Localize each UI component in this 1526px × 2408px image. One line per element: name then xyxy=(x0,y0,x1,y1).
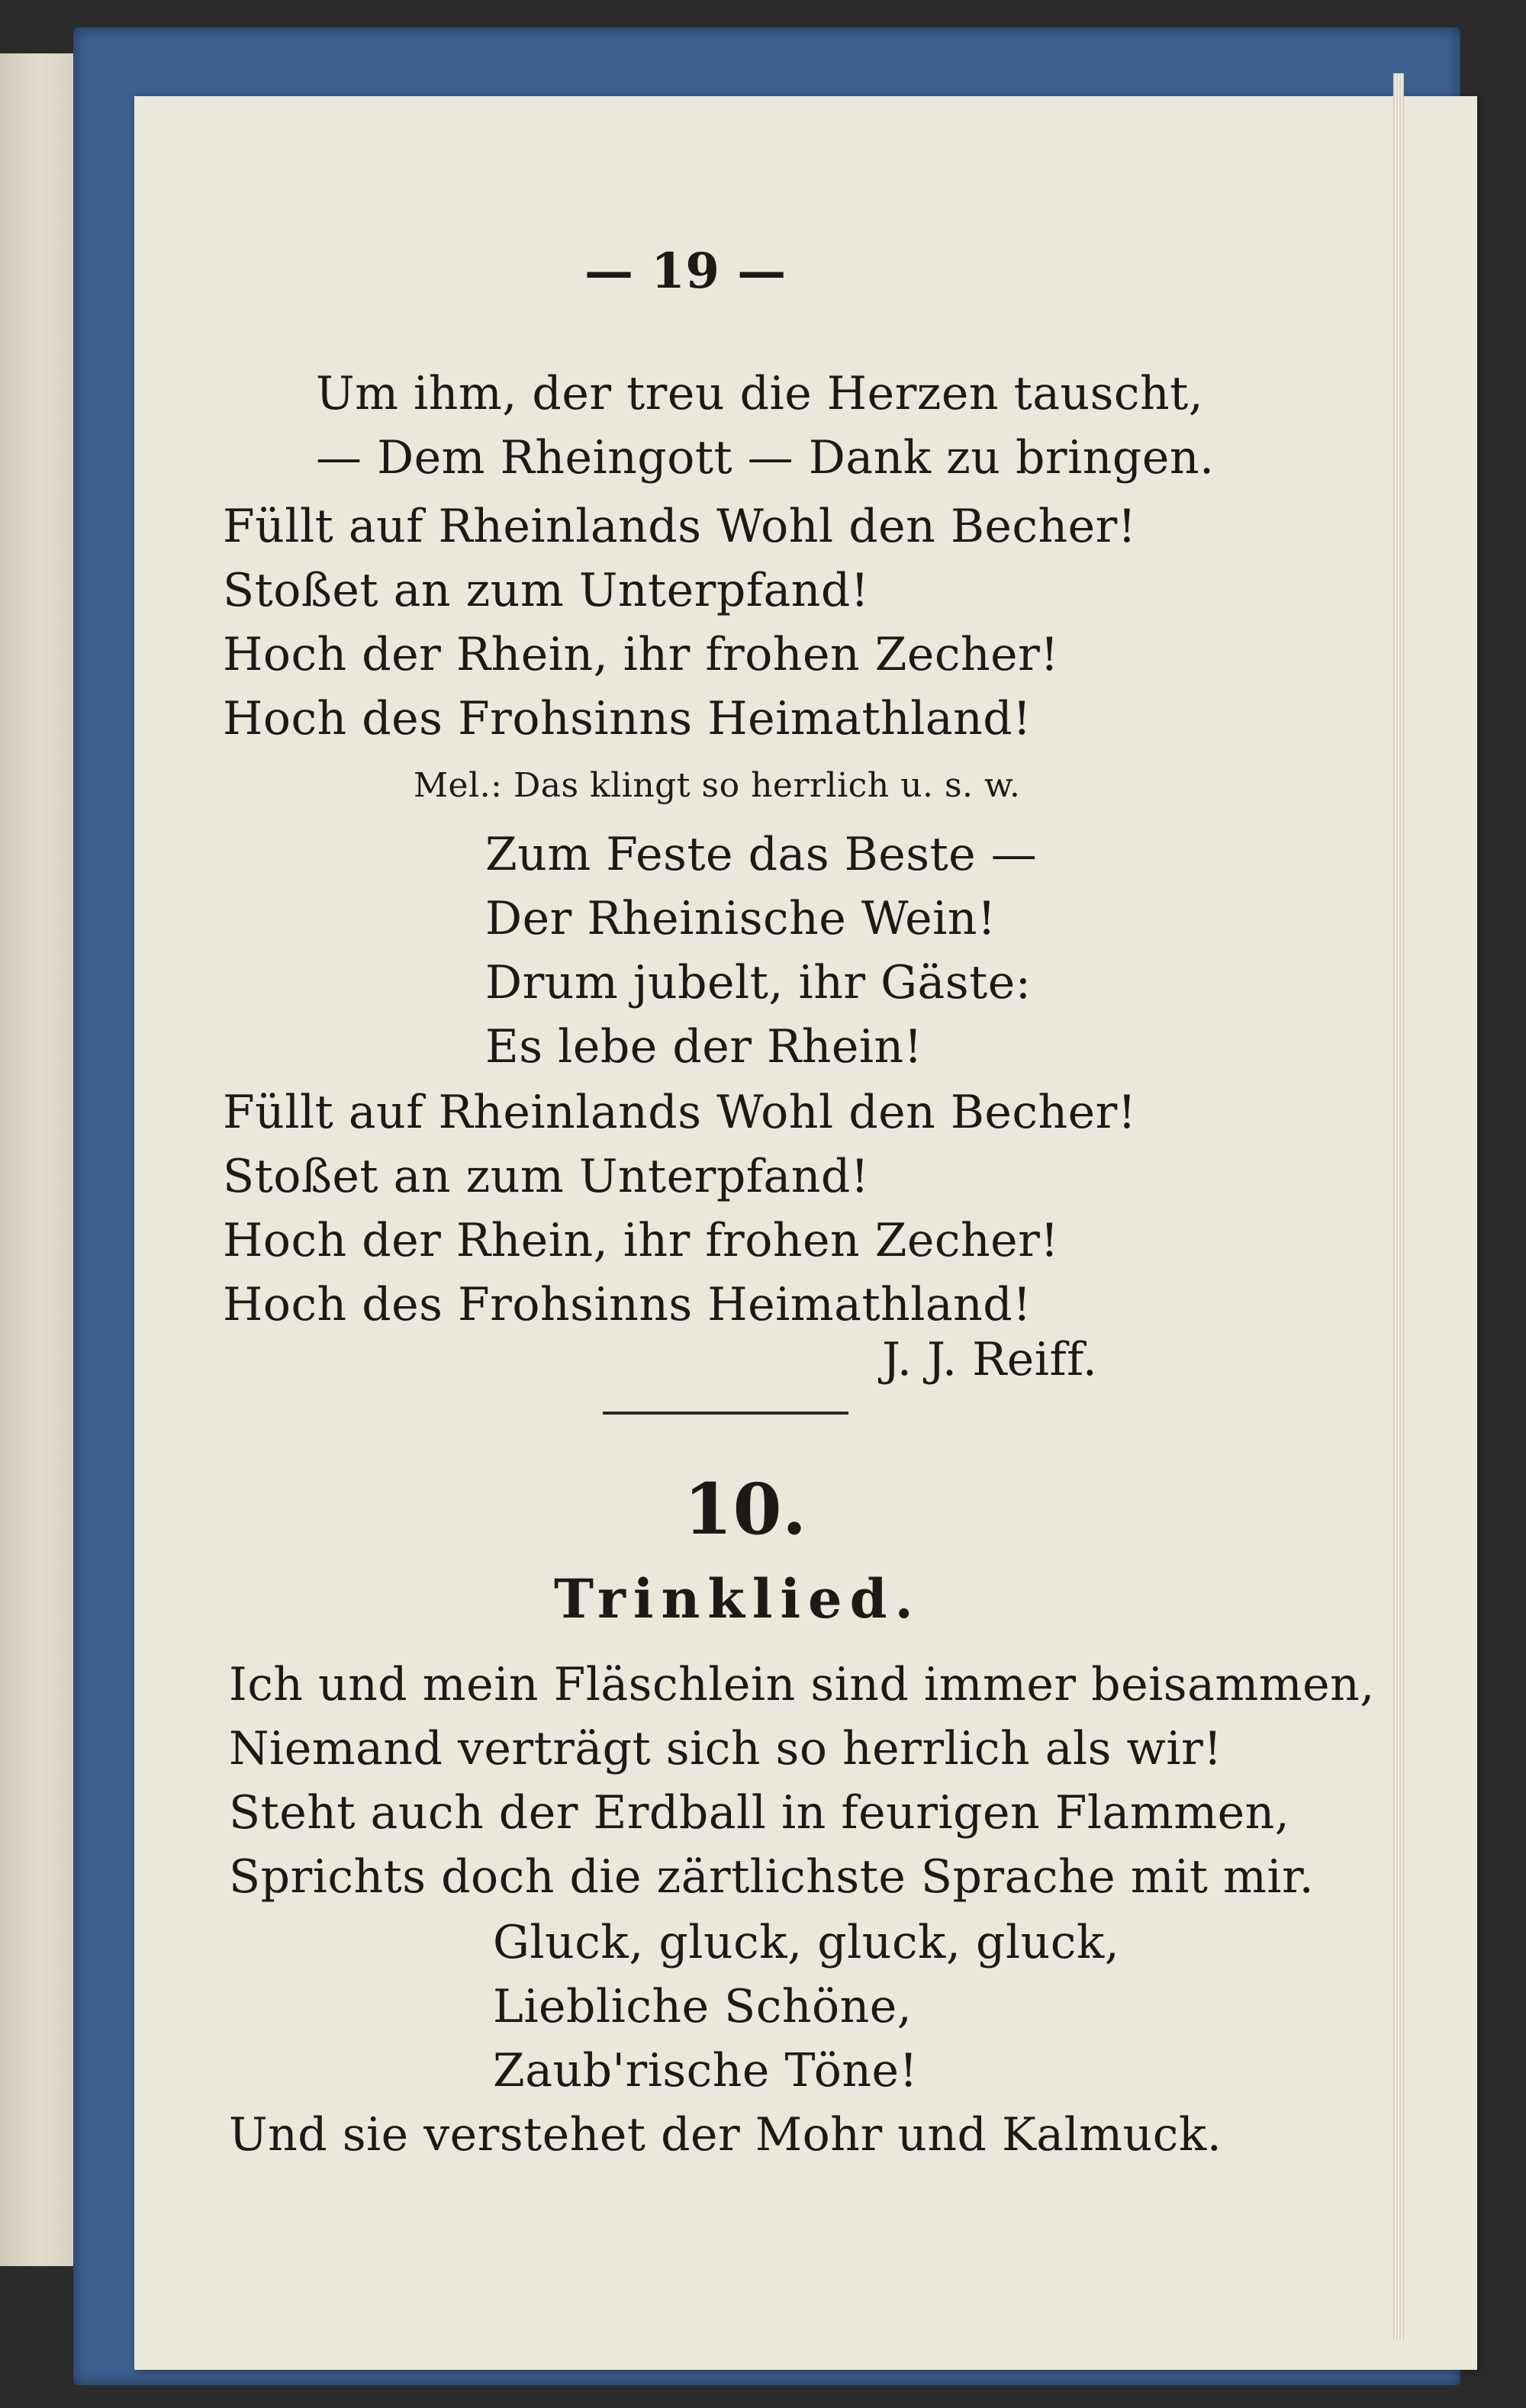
refrain-line: Hoch des Frohsinns Heimathland! xyxy=(223,1278,1032,1331)
song-line: Sprichts doch die zärtlichste Sprache mit mir. xyxy=(229,1850,1315,1904)
song-line: Steht auch der Erdball in feurigen Flammen, xyxy=(229,1786,1290,1840)
verse-line: Der Rheinische Wein! xyxy=(485,892,996,945)
verse-line: — Dem Rheingott — Dank zu bringen. xyxy=(316,431,1215,484)
verse-line: Hoch des Frohsinns Heimathland! xyxy=(223,692,1032,745)
song-line: Gluck, gluck, gluck, gluck, xyxy=(493,1916,1120,1969)
page-edges xyxy=(1393,73,1404,2339)
refrain-line: Füllt auf Rheinlands Wohl den Becher! xyxy=(223,1086,1137,1139)
melody-note: Mel.: Das klingt so herrlich u. s. w. xyxy=(414,766,1021,805)
song-line: Liebliche Schöne, xyxy=(493,1980,913,2033)
song-line: Zaub'rische Töne! xyxy=(493,2044,919,2097)
song-title: Trinklied. xyxy=(554,1567,921,1631)
left-page-edge xyxy=(0,53,73,2266)
song-line: Und sie verstehet der Mohr und Kalmuck. xyxy=(229,2108,1222,2162)
song-line: Ich und mein Fläschlein sind immer beisammen, xyxy=(229,1658,1375,1711)
song-line: Niemand verträgt sich so herrlich als wir! xyxy=(229,1722,1222,1775)
refrain-line: Stoßet an zum Unterpfand! xyxy=(223,1150,870,1203)
verse-line: Stoßet an zum Unterpfand! xyxy=(223,564,870,617)
verse-line: Füllt auf Rheinlands Wohl den Becher! xyxy=(223,500,1137,553)
song-number: 10. xyxy=(684,1468,807,1550)
section-divider xyxy=(603,1412,848,1415)
author-signature: J. J. Reiff. xyxy=(882,1333,1098,1386)
verse-line: Drum jubelt, ihr Gäste: xyxy=(485,956,1032,1009)
refrain-line: Hoch der Rhein, ihr frohen Zecher! xyxy=(223,1214,1059,1267)
verse-line: Um ihm, der treu die Herzen tauscht, xyxy=(316,367,1204,420)
verse-line: Hoch der Rhein, ihr frohen Zecher! xyxy=(223,628,1059,681)
page-number: — 19 — xyxy=(584,243,787,300)
verse-line: Zum Feste das Beste — xyxy=(485,828,1038,881)
verse-line: Es lebe der Rhein! xyxy=(485,1020,923,1074)
